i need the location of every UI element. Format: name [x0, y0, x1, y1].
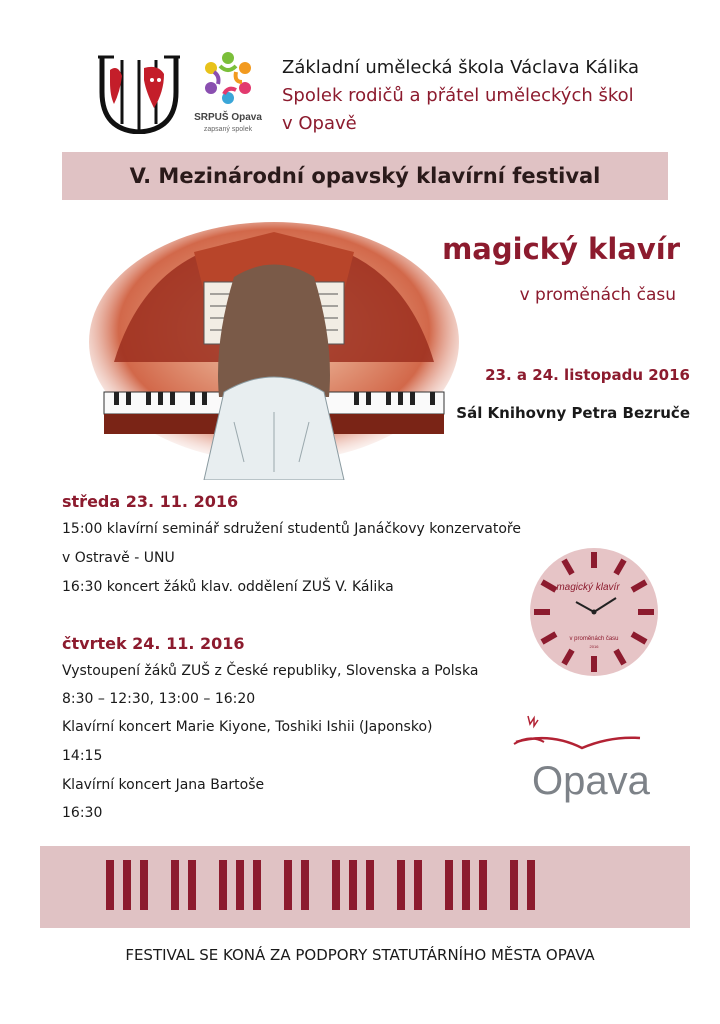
festival-venue: Sál Knihovny Petra Bezruče — [456, 404, 690, 422]
festival-dates: 23. a 24. listopadu 2016 — [485, 366, 690, 384]
school-name: Základní umělecká škola Václava Kálika — [282, 57, 640, 78]
piano-key-bar — [188, 860, 196, 910]
piano-key-bar — [397, 860, 405, 910]
piano-key-bar — [462, 860, 470, 910]
bird-logo — [510, 712, 660, 806]
girl-at-piano-illustration — [84, 222, 464, 480]
day2-heading: čtvrtek 24. 11. 2016 — [62, 634, 245, 653]
lyre-masks-logo — [96, 52, 182, 134]
day2-line: 14:15 — [62, 748, 103, 764]
association-name: Spolek rodičů a přátel uměleckých škol — [282, 85, 634, 106]
clock-logo — [528, 546, 660, 678]
piano-key-bar — [219, 860, 227, 910]
piano-key-bar — [445, 860, 453, 910]
festival-name: magický klavír — [442, 232, 680, 266]
piano-key-bar — [414, 860, 422, 910]
people-circle-logo — [190, 50, 266, 134]
piano-key-bar — [140, 860, 148, 910]
day2-line: 16:30 — [62, 805, 103, 821]
day1-line: v Ostravě - UNU — [62, 550, 175, 566]
clock-bottom-text: v proměnách času — [569, 636, 619, 642]
piano-key-bar — [366, 860, 374, 910]
piano-key-bar — [236, 860, 244, 910]
piano-key-bar — [349, 860, 357, 910]
day2-line: Klavírní koncert Marie Kiyone, Toshiki Ishii (Japonsko) — [62, 719, 433, 735]
clock-top-text: magický klavír — [556, 582, 620, 593]
footer-note: FESTIVAL SE KONÁ ZA PODPORY STATUTÁRNÍHO MĚSTA OPAVA — [125, 946, 595, 964]
clock-year: 2016 — [589, 644, 599, 649]
day2-line: 8:30 – 12:30, 13:00 – 16:20 — [62, 691, 256, 707]
opava-text: Opava — [532, 759, 650, 803]
piano-key-bar — [301, 860, 309, 910]
day1-line: 15:00 klavírní seminář sdružení studentů Janáčkovy konzervatoře — [62, 521, 521, 537]
piano-key-bar — [253, 860, 261, 910]
piano-keys-decoration — [40, 846, 690, 928]
city-name: v Opavě — [282, 113, 357, 134]
piano-key-bar — [284, 860, 292, 910]
piano-key-bar — [123, 860, 131, 910]
piano-key-bar — [479, 860, 487, 910]
day2-line: Vystoupení žáků ZUŠ z České republiky, Slovenska a Polska — [62, 663, 479, 679]
piano-key-bar — [332, 860, 340, 910]
piano-key-bar — [171, 860, 179, 910]
srpus-name: SRPUŠ Opava — [194, 112, 262, 123]
day1-heading: středa 23. 11. 2016 — [62, 492, 239, 511]
festival-title: V. Mezinárodní opavský klavírní festival — [129, 164, 601, 188]
piano-key-bar — [510, 860, 518, 910]
day2-line: Klavírní koncert Jana Bartoše — [62, 777, 265, 793]
srpus-sub: zapsaný spolek — [203, 126, 253, 133]
festival-subtitle: v proměnách času — [519, 285, 676, 305]
day1-line: 16:30 koncert žáků klav. oddělení ZUŠ V. Kálika — [62, 579, 394, 595]
piano-key-bar — [527, 860, 535, 910]
piano-key-bar — [106, 860, 114, 910]
